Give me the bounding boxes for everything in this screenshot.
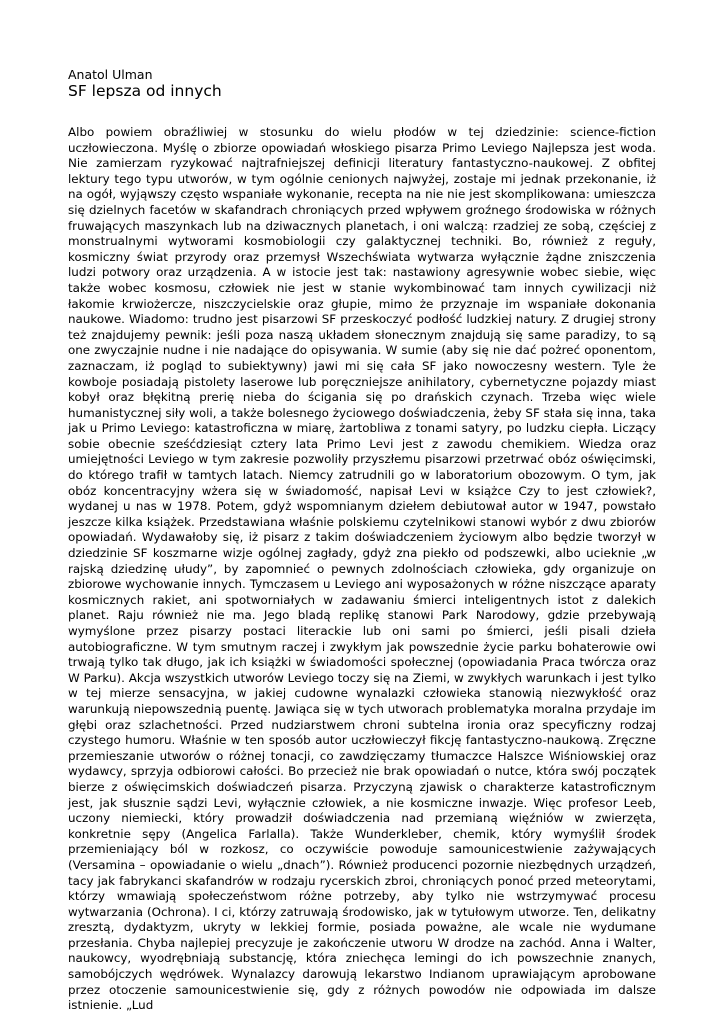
article-body: Albo powiem obraźliwiej w stosunku do wielu płodów w tej dziedzinie: science-fiction uczłowieczona. Myślę o zbiorze opowiadań włoskiego pisarza Primo Leviego Najlepsza jest woda. Nie zamierzam ryzykować najtrafniejszej definicji literatury fantastyczno-naukowej. Z obfitej lektury tego typu utworów, w tym ogólnie cenionych najwyżej, zostaje mi jednak przekonanie, iż na ogół, wyjąwszy często wspaniałe wykonanie, recepta na nie nie jest skomplikowana: umieszcza się dzielnych facetów w skafandrach chroniących przed wpływem groźnego środowiska w różnych fruwających maszynkach lub na dziwacznych planetach, i oni walczą: rzadziej ze sobą, częściej z monstrualnymi wytworami kosmobiologii czy galaktycznej techniki. Bo, również z reguły, kosmiczny świat przyrody oraz przemysł Wszechświata wytwarza wyłącznie żądne zniszczenia ludzi potwory oraz urządzenia. A w istocie jest tak: nastawiony agresywnie wobec siebie, więc także wobec kosmosu, człowiek nie jest w stanie wykombinować tam innych cywilizacji niż łakomie krwiożercze, niszczycielskie oraz głupie, mimo że przyznaje im wspaniałe dokonania naukowe. Wiadomo: trudno jest pisarzowi SF przeskoczyć podłość ludzkiej natury. Z drugiej strony też znajdujemy pewnik: jeśli poza naszą układem słonecznym znajdują się same paradizy, to są one zwyczajnie nudne i nie nadające do opisywania. W sumie (aby się nie dać pożreć oponentom, zaznaczam, iż pogląd to subiektywny) jawi mi się cała SF jako nowoczesny western. Tyle że kowboje posiadają pistolety laserowe lub poręczniejsze anihilatory, cybernetyczne pojazdy miast kobył oraz błękitną prerię nieba do ścigania się po drańskich czynach. Trzeba więc wiele humanistycznej siły woli, a także bolesnego życiowego doświadczenia, żeby SF stała się inna, taka jak u Primo Leviego: katastroficzna w miarę, żartobliwa z tonami satyry, po ludzku ciepła. Liczący sobie obecnie sześćdziesiąt cztery lata Primo Levi jest z zawodu chemikiem. Wiedza oraz umiejętności Leviego w tym zakresie pozwoliły przyszłemu pisarzowi przetrwać obóz oświęcimski, do którego trafił w tamtych latach. Niemcy zatrudnili go w laboratorium obozowym. O tym, jak obóz koncentracyjny wżera się w świadomość, napisał Levi w książce Czy to jest człowiek?, wydanej u nas w 1978. Potem, gdyż wspomnianym dziełem debiutował autor w 1947, powstało jeszcze kilka książek. Przedstawiana właśnie polskiemu czytelnikowi stanowi wybór z dwu zbiorów opowiadań. Wydawałoby się, iż pisarz z takim doświadczeniem życiowym albo będzie tworzył w dziedzinie SF koszmarne wizje ogólnej zagłady, gdyż zna piekło od podszewki, albo ucieknie „w rajską dziedzinę ułudy”, by zapomnieć o pewnych zdolnościach człowieka, gdy organizuje on zbiorowe wychowanie innych. Tymczasem u Leviego ani wyposażonych w różne niszczące aparaty kosmicznych rakiet, ani spotworniałych w zadawaniu śmierci inteligentnych istot z dalekich planet. Raju również nie ma. Jego bladą replikę stanowi Park Narodowy, gdzie przebywają wymyślone przez pisarzy postaci literackie lub oni sami po śmierci, jeśli pisali dzieła autobiograficzne. W tym smutnym raczej i zwykłym jak powszednie życie parku bohaterowie owi trwają tylko tak długo, jak ich książki w świadomości społecznej (opowiadania Praca twórcza oraz W Parku). Akcja wszystkich utworów Leviego toczy się na Ziemi, w zwykłych warunkach i jest tylko w tej mierze sensacyjna, w jakiej cudowne wynalazki człowieka stanowią niezwykłość oraz warunkują niepowszednią puentę. Jawiąca się w tych utworach problematyka moralna przydaje im głębi oraz szlachetności. Przed nudziarstwem chroni subtelna ironia oraz specyficzny rodzaj czystego humoru. Właśnie w ten sposób autor uczłowieczył fikcję fantastyczno-naukową. Zręczne przemieszanie utworów o różnej tonacji, co zawdzięczamy tłumaczce Halszce Wiśniowskiej oraz wydawcy, sprzyja odbiorowi całości. Bo przecież nie brak opowiadań o nutce, która swój początek bierze z oświęcimskich doświadczeń pisarza. Przyczyną zjawisk o charakterze katastroficznym jest, jak słusznie sądzi Levi, wyłącznie człowiek, a nie kosmiczne inwazje. Więc profesor Leeb, uczony niemiecki, który prowadził doświadczenia nad przemianą więźniów w zwierzęta, konkretnie sępy (Angelica Farlalla). Także Wunderkleber, chemik, który wymyślił środek przemieniający ból w rozkosz, co oczywiście powoduje samounicestwienie zażywających (Versamina – opowiadanie o wielu „dnach”). Również producenci pozornie niezbędnych urządzeń, tacy jak fabrykanci skafandrów w rodzaju rycerskich zbroi, chroniących ponoć przed meteorytami, którzy wmawiają społeczeństwom różne potrzeby, aby tylko nie wstrzymywać procesu wytwarzania (Ochrona). I ci, którzy zatruwają środowisko, jak w tytułowym utworze. Ten, delikatny zresztą, dydaktyzm, ukryty w lekkiej formie, posiada poważne, ale wcale nie wydumane przesłania. Chyba najlepiej precyzuje je zakończenie utworu W drodze na zachód. Anna i Walter, naukowcy, wyodrębniają substancję, która zniechęca lemingi do ich powszechnie znanych, samobójczych wędrówek. Wynalazcy darowują lekarstwo Indianom uprawiającym aprobowane przez otoczenie samounicestwienie się, gdy z różnych powodów nie odpowiada im dalsze istnienie. „Lud [68,125,656,1013]
article-title: SF lepsza od innych [68,82,222,100]
author-name: Anatol Ulman [68,67,153,82]
